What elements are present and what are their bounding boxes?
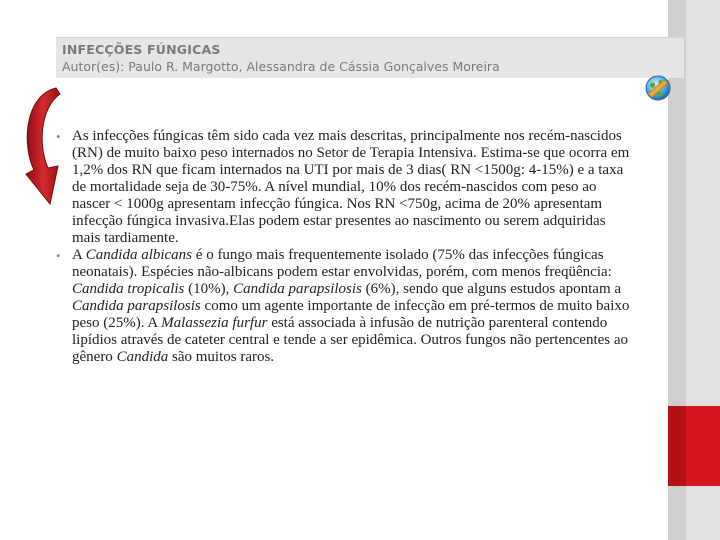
bullet-text: [72, 247, 636, 366]
italic-term: Candida tropicalis: [72, 281, 185, 297]
red-accent-block: [668, 406, 720, 486]
bullet-item: [56, 128, 636, 247]
authors-line: Autor(es): Paulo R. Margotto, Alessandra de Cássia Gonçalves Moreira: [62, 59, 500, 74]
text-run: está associada à infusão de nutrição parenteral contendo lipídios através de cateter central e tende a ser epidêmica. Outros fungos não pertencentes ao gênero: [72, 315, 629, 365]
bullet-text: [72, 128, 636, 247]
text-run: (6%), sendo que alguns estudos apontam a: [361, 281, 622, 297]
italic-term: Candida: [116, 349, 169, 365]
content-bullet-list: [56, 128, 636, 366]
italic-term: Candida parapsilosis: [233, 281, 362, 297]
text-run: são muitos raros.: [168, 349, 275, 365]
bullet-marker: •: [56, 248, 61, 263]
text-run: é o fungo mais frequentemente isolado (75% das infecções fúngicas neonatais). Espécies não-albicans podem estar envolvidas, porém, com menos freqüência:: [72, 247, 612, 280]
bullet-marker: •: [56, 129, 61, 144]
italic-term: Malassezia furfur: [161, 315, 268, 331]
header-box: [56, 37, 684, 78]
page-title: INFECÇÕES FÚNGICAS: [62, 42, 221, 57]
bullet-item: [56, 247, 636, 366]
globe-link-icon[interactable]: [644, 74, 672, 102]
red-block-strip: [668, 406, 686, 486]
text-run: A: [72, 247, 86, 263]
text-run: como um agente importante de infecção em pré-termos de muito baixo peso (25%). A: [72, 298, 630, 331]
text-run: (10%),: [184, 281, 234, 297]
text-run: As infecções fúngicas têm sido cada vez mais descritas, principalmente nos recém-nascidos (RN) de muito baixo peso internados no Setor de Terapia Intensiva. Estima-se que ocorra em 1,2% dos RN que ficam internados na UTI por mais de 3 dias( RN <1500g: 4-15%) e a taxa de mortalidade seja de 30-75%. A nível mundial, 10% dos recém-nascidos com peso ao nascer < 1000g apresentam infecção fúngica. Nos RN <750g, acima de 20% apresentam infecção fúngica invasiva.Elas podem estar presentes ao nascimento ou serem adquiridas mais tardiamente.: [72, 128, 630, 246]
italic-term: Candida parapsilosis: [72, 298, 201, 314]
italic-term: Candida albicans: [85, 247, 193, 263]
